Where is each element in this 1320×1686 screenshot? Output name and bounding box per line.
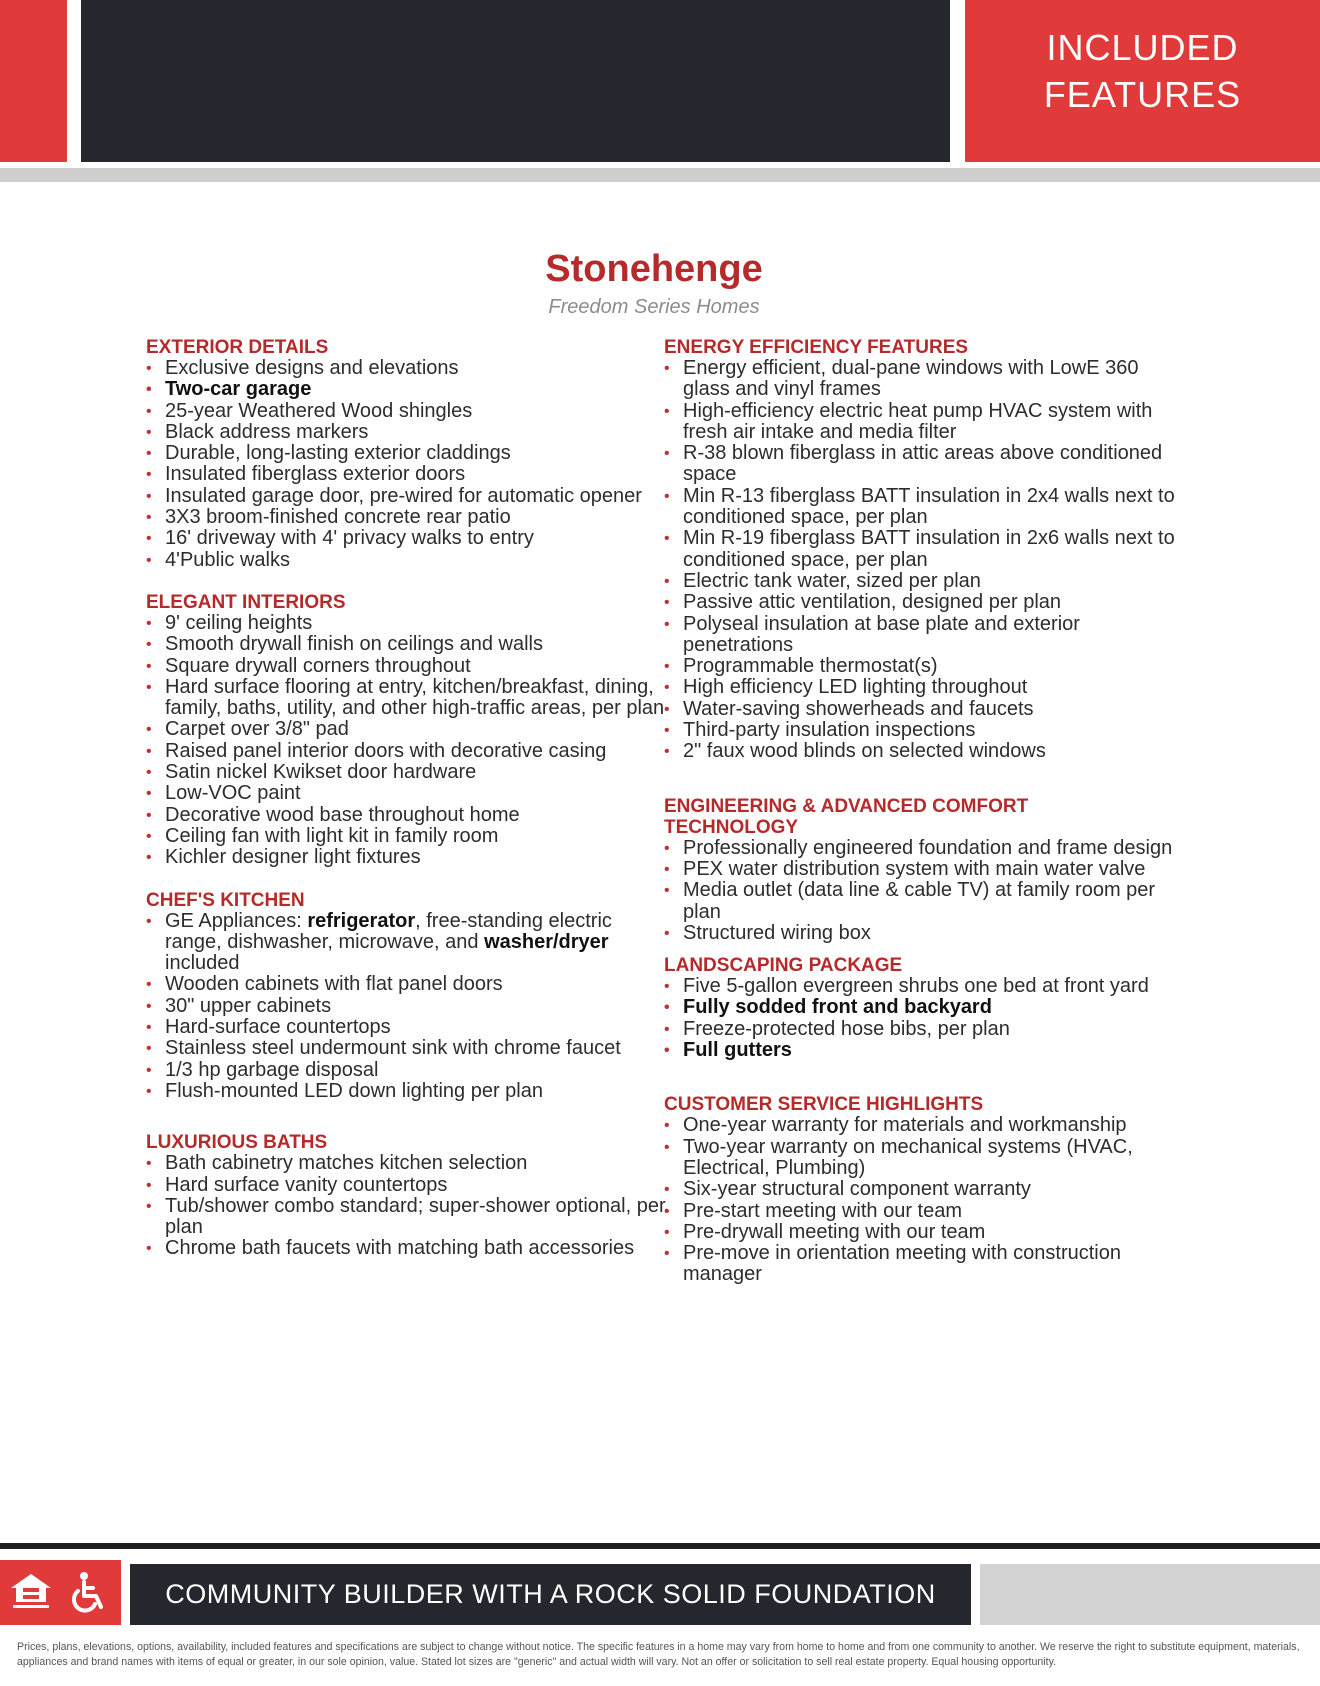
list-item: • 3X3 broom-finished concrete rear patio — [146, 507, 666, 528]
list-item: • Ceiling fan with light kit in family room — [146, 826, 666, 847]
list-item: • 4'Public walks — [146, 550, 666, 571]
list-item: • Hard surface vanity countertops — [146, 1175, 666, 1196]
list-item: • Third-party insulation inspections — [664, 720, 1184, 741]
feature-list — [664, 358, 1184, 763]
ge-text-mid: , free-standing electric range, dishwasher, microwave, and — [165, 909, 612, 953]
list-item: • Decorative wood base throughout home — [146, 805, 666, 826]
list-item: • Black address markers — [146, 422, 666, 443]
list-item: • 9' ceiling heights — [146, 613, 666, 634]
left-column — [146, 337, 666, 1260]
list-item: • Fully sodded front and backyard — [664, 997, 1184, 1018]
section-heading: ENERGY EFFICIENCY FEATURES — [664, 337, 969, 358]
header-red-block-left — [0, 0, 67, 162]
right-column — [664, 337, 1184, 1286]
equal-housing-icon — [9, 1572, 53, 1612]
list-item: • 1/3 hp garbage disposal — [146, 1060, 666, 1081]
list-item: • Durable, long-lasting exterior claddings — [146, 443, 666, 464]
list-item: • High-efficiency electric heat pump HVAC system with fresh air intake and media filter — [664, 401, 1184, 444]
list-item: • Insulated fiberglass exterior doors — [146, 464, 666, 485]
header-dark-banner — [81, 0, 950, 162]
section-energy-efficiency — [664, 337, 1184, 763]
list-item: • Exclusive designs and elevations — [146, 358, 666, 379]
list-item: • Structured wiring box — [664, 923, 1184, 944]
feature-list — [664, 1115, 1184, 1285]
footer-gray-block — [980, 1564, 1320, 1625]
wheelchair-accessible-icon — [66, 1570, 110, 1614]
list-item: • Programmable thermostat(s) — [664, 656, 1184, 677]
list-item: • Kichler designer light fixtures — [146, 847, 666, 868]
list-item: • R-38 blown fiberglass in attic areas above conditioned space — [664, 443, 1184, 486]
list-item: • PEX water distribution system with main water valve — [664, 859, 1184, 880]
section-elegant-interiors — [146, 592, 666, 869]
list-item: • Tub/shower combo standard; super-shower optional, per plan — [146, 1196, 666, 1239]
list-item: • Water-saving showerheads and faucets — [664, 699, 1184, 720]
list-item: • Five 5-gallon evergreen shrubs one bed at front yard — [664, 976, 1184, 997]
list-item: • Chrome bath faucets with matching bath accessories — [146, 1238, 666, 1259]
list-item: • Flush-mounted LED down lighting per plan — [146, 1081, 666, 1102]
ge-text-post: included — [165, 952, 240, 975]
list-item: • High efficiency LED lighting throughout — [664, 677, 1184, 698]
list-item: • Min R-13 fiberglass BATT insulation in 2x4 walls next to conditioned space, per plan — [664, 486, 1184, 529]
footer-disclaimer: Prices, plans, elevations, options, availability, included features and specifications are subject to change without notice. The specific features in a home may vary from home to home and from one community to another. We reserve the right to substitute equipment, materials, appliances and brand names with items of equal or greater, in our sole opinion, value. Stated lot sizes are "generic" and actual width will vary. Not an offer or solicitation to sell real estate property. Equal housing opportunity. — [17, 1641, 1300, 1668]
section-heading: EXTERIOR DETAILS — [146, 337, 329, 358]
list-item: • Wooden cabinets with flat panel doors — [146, 974, 666, 995]
list-item: • Insulated garage door, pre-wired for automatic opener — [146, 486, 666, 507]
list-item: • Carpet over 3/8" pad — [146, 719, 666, 740]
header-gray-strip — [0, 168, 1320, 182]
list-item: • 2" faux wood blinds on selected windows — [664, 741, 1184, 762]
section-landscaping — [664, 955, 1184, 1061]
list-item: • Pre-start meeting with our team — [664, 1201, 1184, 1222]
header-title-line1: INCLUDED — [1046, 27, 1239, 68]
list-item: • Low-VOC paint — [146, 783, 666, 804]
list-item: • Two-car garage — [146, 379, 666, 400]
list-item-ge-appliances — [146, 911, 666, 975]
list-item: • One-year warranty for materials and workmanship — [664, 1115, 1184, 1136]
list-item: • Square drywall corners throughout — [146, 656, 666, 677]
section-chefs-kitchen — [146, 890, 666, 1103]
feature-list — [664, 976, 1184, 1061]
feature-list — [664, 838, 1184, 944]
list-item: • Passive attic ventilation, designed per plan — [664, 592, 1184, 613]
list-item: • Satin nickel Kwikset door hardware — [146, 762, 666, 783]
list-item: • Stainless steel undermount sink with chrome faucet — [146, 1038, 666, 1059]
section-heading-line1: ENGINEERING & ADVANCED COMFORT — [664, 795, 1029, 817]
list-item: • Freeze-protected hose bibs, per plan — [664, 1019, 1184, 1040]
section-heading: LUXURIOUS BATHS — [146, 1132, 328, 1154]
section-customer-service — [664, 1094, 1184, 1285]
list-item: • Hard surface flooring at entry, kitchen/breakfast, dining, family, baths, utility, and other high-traffic areas, per plan — [146, 677, 666, 720]
section-heading: CHEF'S KITCHEN — [146, 889, 305, 911]
footer-tagline: COMMUNITY BUILDER WITH A ROCK SOLID FOUNDATION — [165, 1579, 936, 1609]
feature-list — [146, 911, 666, 1103]
list-item: • Professionally engineered foundation and frame design — [664, 838, 1184, 859]
list-item: • Two-year warranty on mechanical systems (HVAC, Electrical, Plumbing) — [664, 1137, 1184, 1180]
list-item: • Min R-19 fiberglass BATT insulation in 2x6 walls next to conditioned space, per plan — [664, 528, 1184, 571]
list-item: • Raised panel interior doors with decorative casing — [146, 741, 666, 762]
section-heading: CUSTOMER SERVICE HIGHLIGHTS — [664, 1094, 984, 1116]
section-luxurious-baths — [146, 1132, 666, 1259]
list-item: • Pre-move in orientation meeting with construction manager — [664, 1243, 1184, 1286]
section-engineering-comfort — [664, 796, 1184, 944]
header-title — [965, 24, 1320, 118]
list-item: • Six-year structural component warranty — [664, 1179, 1184, 1200]
list-item: • Bath cabinetry matches kitchen selection — [146, 1153, 666, 1174]
list-item: • Polyseal insulation at base plate and exterior penetrations — [664, 614, 1184, 657]
header-title-line2: FEATURES — [1043, 74, 1242, 115]
ge-text-pre: GE Appliances: — [165, 909, 308, 932]
feature-list — [146, 613, 666, 869]
list-item: • Hard-surface countertops — [146, 1017, 666, 1038]
list-item: • Pre-drywall meeting with our team — [664, 1222, 1184, 1243]
list-item: • 25-year Weathered Wood shingles — [146, 401, 666, 422]
list-item: • Media outlet (data line & cable TV) at family room per plan — [664, 880, 1184, 923]
section-heading-line2: TECHNOLOGY — [664, 816, 799, 838]
list-item: • Smooth drywall finish on ceilings and walls — [146, 634, 666, 655]
feature-list — [146, 358, 666, 571]
ge-refrigerator: refrigerator — [307, 909, 416, 932]
list-item: • Full gutters — [664, 1040, 1184, 1061]
page-title: Stonehenge — [545, 248, 763, 290]
page-subtitle: Freedom Series Homes — [548, 296, 760, 318]
list-item: • Energy efficient, dual-pane windows with LowE 360 glass and vinyl frames — [664, 358, 1184, 401]
section-exterior-details — [146, 337, 666, 571]
list-item: • 30" upper cabinets — [146, 996, 666, 1017]
list-item: • 16' driveway with 4' privacy walks to entry — [146, 528, 666, 549]
ge-washer-dryer: washer/dryer — [484, 930, 609, 953]
footer-rule — [0, 1543, 1320, 1549]
section-heading: LANDSCAPING PACKAGE — [664, 955, 903, 977]
feature-list — [146, 1153, 666, 1259]
list-item: • Electric tank water, sized per plan — [664, 571, 1184, 592]
section-heading: ELEGANT INTERIORS — [146, 591, 346, 613]
